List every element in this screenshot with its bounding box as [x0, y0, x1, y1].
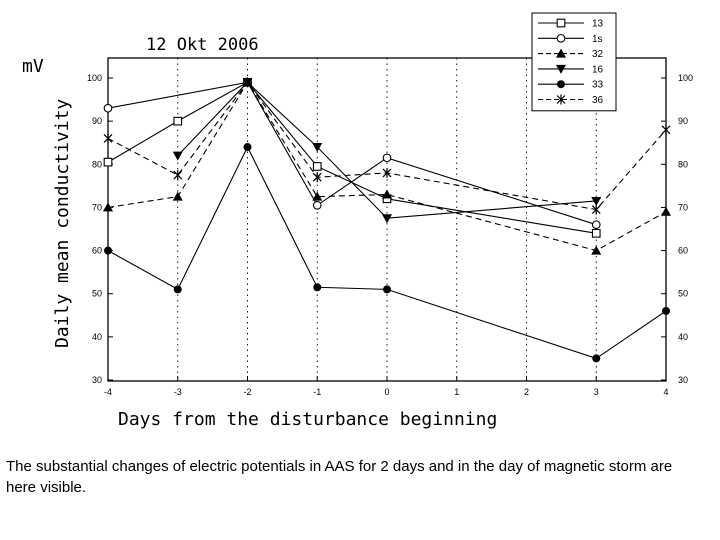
data-point — [174, 117, 182, 125]
y-tick-label: 30 — [91, 375, 102, 385]
y-tick-label: 60 — [91, 245, 102, 256]
y-tick-label-right: 50 — [678, 288, 689, 299]
data-point — [662, 125, 670, 135]
y-tick-label-right: 100 — [678, 73, 694, 83]
x-tick-label: -3 — [173, 387, 182, 397]
y-tick-label: 50 — [91, 288, 102, 299]
x-tick-label: -2 — [243, 387, 252, 397]
figure-caption: The substantial changes of electric potentials in AAS for 2 days and in the day of magnetic storm are here visible. — [6, 458, 673, 496]
data-point — [313, 201, 321, 209]
data-point — [557, 80, 565, 88]
x-tick-label: -1 — [313, 387, 322, 397]
legend-label: 16 — [592, 64, 604, 76]
y-tick-label: 70 — [91, 202, 102, 213]
chart-title: 12 Okt 2006 — [146, 35, 259, 55]
y-tick-label-right: 80 — [678, 159, 689, 170]
data-point — [557, 35, 565, 43]
y-tick-label-right: 40 — [678, 331, 689, 342]
y-tick-label-right: 30 — [678, 375, 689, 385]
data-point — [592, 230, 600, 238]
data-point — [383, 154, 391, 162]
data-point — [592, 354, 600, 362]
data-point — [592, 221, 600, 229]
y-tick-label: 40 — [91, 331, 102, 342]
data-point — [104, 133, 112, 143]
legend-label: 36 — [592, 95, 604, 106]
data-point — [104, 158, 112, 166]
data-point — [104, 247, 112, 255]
data-point — [661, 207, 671, 216]
x-tick-label: 3 — [593, 387, 599, 397]
x-tick-label: 0 — [384, 387, 390, 397]
series-line — [108, 147, 666, 358]
series-layer — [103, 77, 671, 362]
legend-label: 13 — [592, 18, 604, 30]
data-point — [383, 285, 391, 293]
legend-label: 32 — [592, 49, 604, 61]
data-point — [313, 283, 321, 291]
legend-box — [532, 13, 616, 111]
x-tick-label: 4 — [663, 387, 669, 397]
y-tick-label-right: 70 — [678, 202, 689, 213]
x-tick-label: 2 — [523, 387, 530, 397]
data-point — [173, 152, 183, 161]
y-tick-label-right: 60 — [678, 245, 689, 256]
x-tick-label: 1 — [454, 387, 460, 397]
legend-label: 1s — [592, 33, 603, 45]
y-tick-label: 80 — [91, 159, 102, 170]
x-tick-label: -4 — [103, 387, 113, 397]
data-point — [313, 163, 321, 171]
y-tick-label-right: 90 — [678, 116, 689, 127]
data-point — [174, 285, 182, 293]
data-point — [382, 214, 392, 223]
data-point — [662, 307, 670, 315]
data-point — [382, 189, 392, 198]
data-point — [173, 192, 183, 201]
y-tick-label: 100 — [86, 73, 102, 83]
series-line — [108, 82, 596, 233]
y-unit-label: mV — [22, 56, 44, 77]
data-point — [104, 104, 112, 112]
data-point — [174, 170, 182, 180]
x-axis-label: Days from the disturbance beginning — [118, 409, 498, 430]
legend-label: 33 — [592, 79, 604, 91]
data-point — [557, 19, 565, 27]
y-axis-label: Daily mean conductivity — [52, 98, 73, 348]
data-point — [244, 143, 252, 151]
legend — [532, 13, 616, 111]
y-tick-label: 90 — [91, 116, 102, 127]
